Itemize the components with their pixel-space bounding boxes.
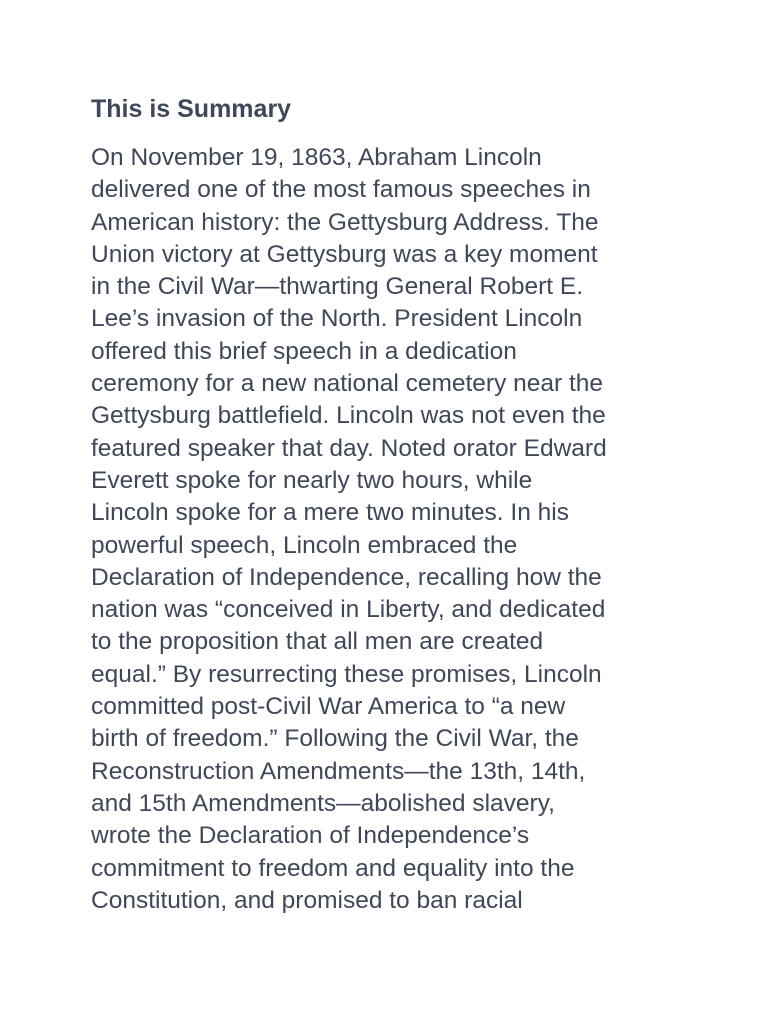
body-line: Gettysburg battlefield. Lincoln was not even the xyxy=(91,402,606,430)
body-line: ceremony for a new national cemetery near the xyxy=(91,370,604,398)
body-line: featured speaker that day. Noted orator Edward xyxy=(91,434,607,462)
body-line: commitment to freedom and equality into the xyxy=(91,854,575,882)
body-line: powerful speech, Lincoln embraced the xyxy=(91,531,518,559)
body-line: Lee’s invasion of the North. President Lincoln xyxy=(91,305,583,333)
body-line: birth of freedom.” Following the Civil War, the xyxy=(91,725,579,753)
body-line: Reconstruction Amendments—the 13th, 14th, xyxy=(91,757,586,785)
body-line: nation was “conceived in Liberty, and dedicated xyxy=(91,596,606,624)
body-line: and 15th Amendments—abolished slavery, xyxy=(91,789,555,817)
body-line: to the proposition that all men are created xyxy=(91,628,544,656)
body-line: in the Civil War—thwarting General Robert E. xyxy=(91,273,583,301)
body-line: Constitution, and promised to ban racial xyxy=(91,886,523,914)
body-line: On November 19, 1863, Abraham Lincoln xyxy=(91,144,542,171)
body-line: Everett spoke for nearly two hours, while xyxy=(91,466,533,494)
body-line: committed post-Civil War America to “a new xyxy=(91,693,566,721)
summary-body xyxy=(91,142,691,917)
body-line: equal.” By resurrecting these promises, Lincoln xyxy=(91,660,602,688)
body-line: Union victory at Gettysburg was a key moment xyxy=(91,240,598,268)
body-line: American history: the Gettysburg Address. The xyxy=(91,208,599,236)
summary-heading: This is Summary xyxy=(91,95,292,123)
body-line: Lincoln spoke for a mere two minutes. In his xyxy=(91,499,569,527)
body-line: wrote the Declaration of Independence’s xyxy=(91,822,530,850)
body-line: delivered one of the most famous speeches in xyxy=(91,176,591,204)
body-line: offered this brief speech in a dedication xyxy=(91,337,517,365)
body-line: Declaration of Independence, recalling how the xyxy=(91,563,602,591)
